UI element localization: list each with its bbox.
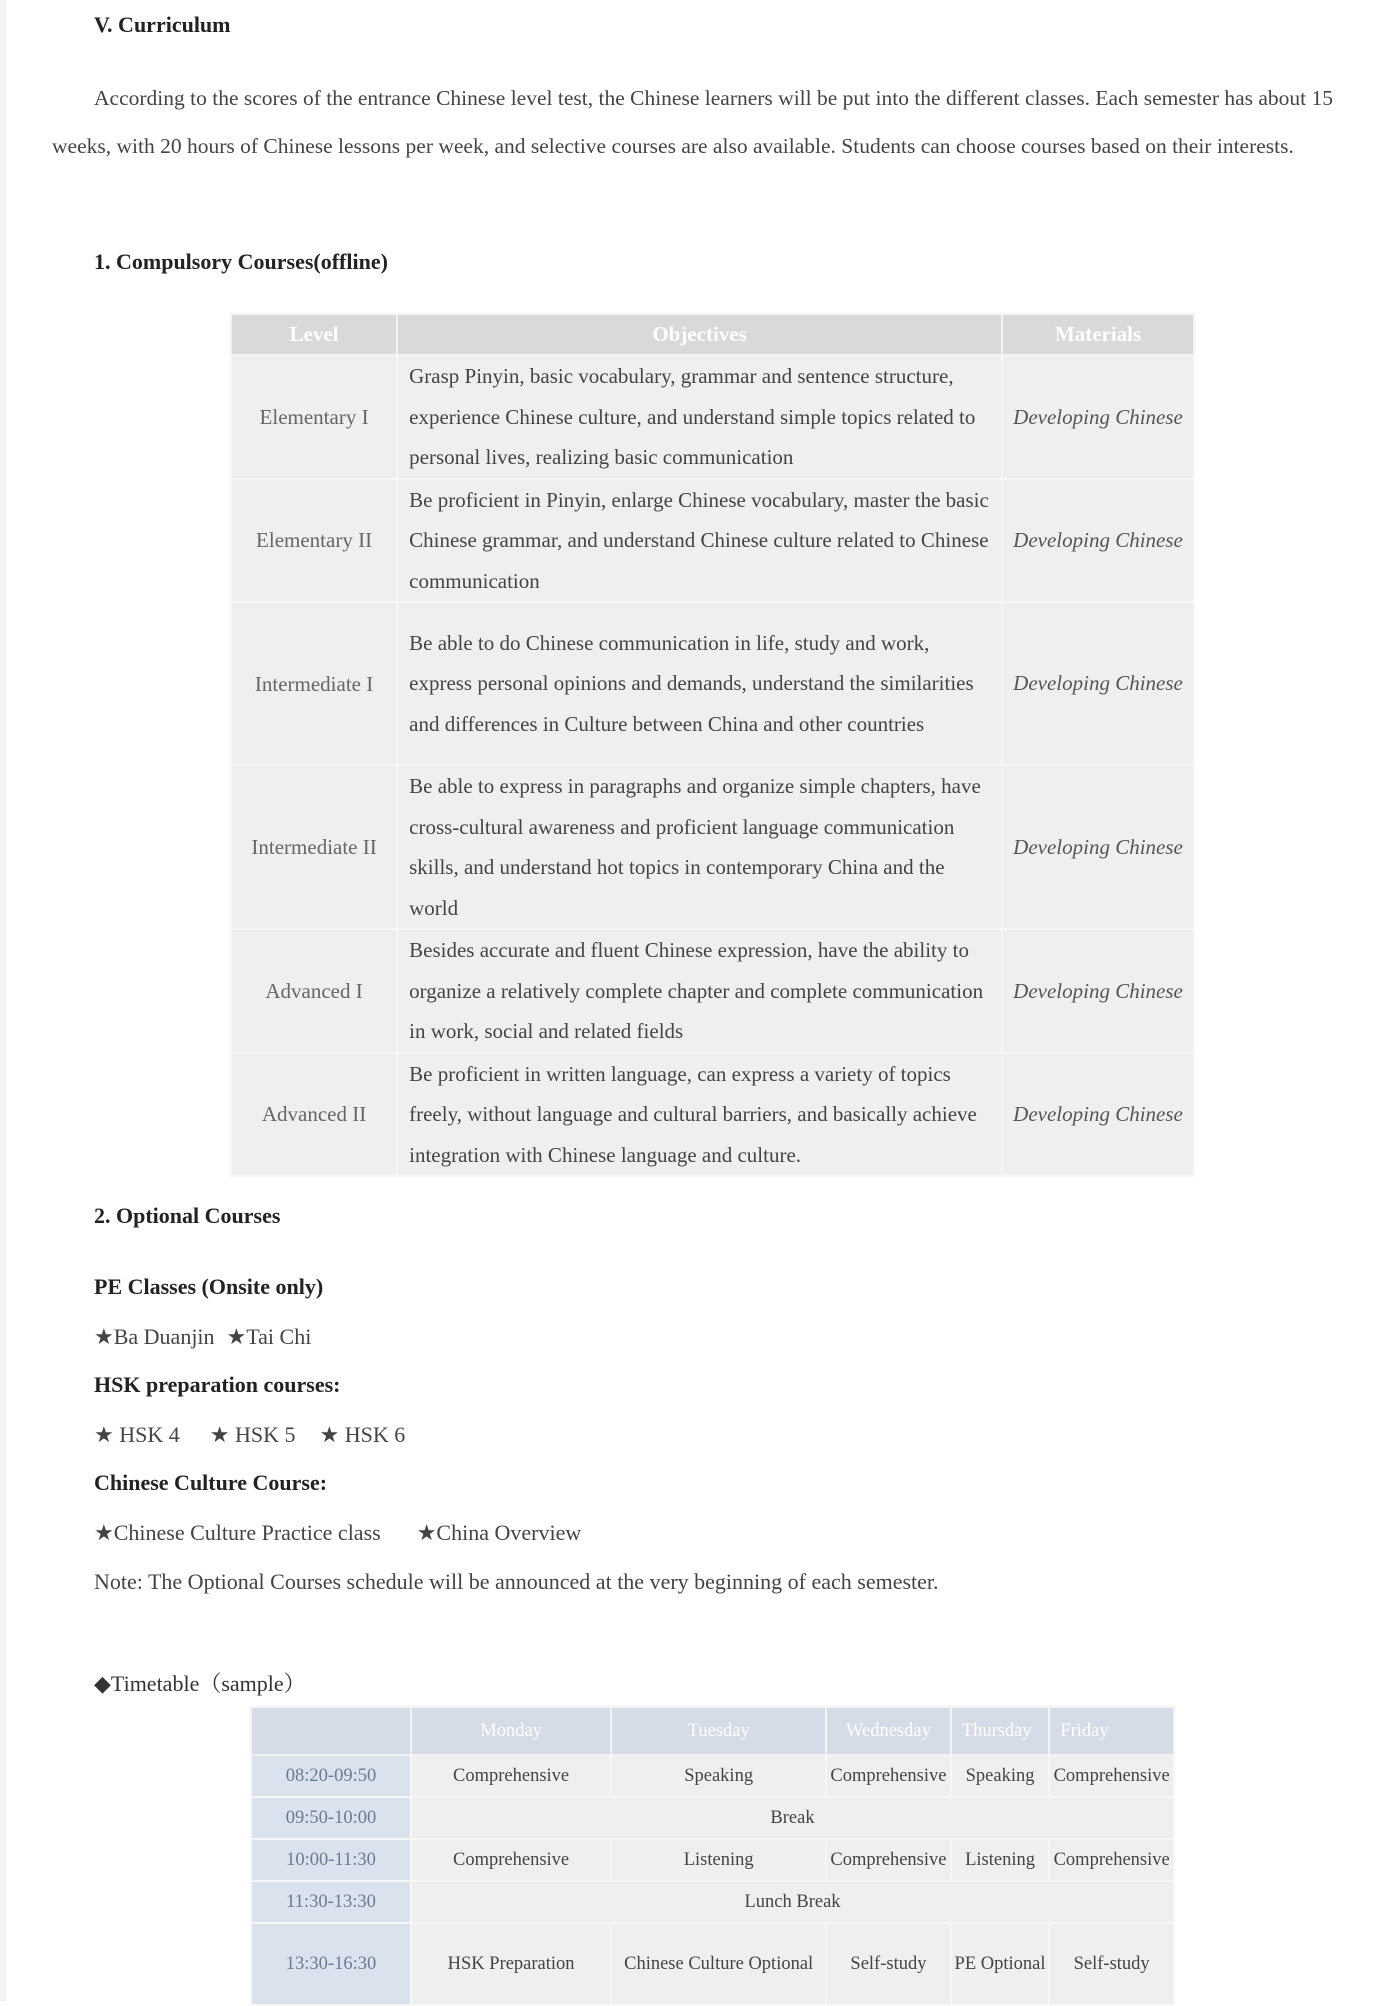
class-cell: PE Optional [951,1923,1050,2005]
table-row [231,929,1194,1053]
table-row [231,355,1194,479]
timetable-row [251,1797,1174,1839]
class-cell: Comprehensive [826,1755,951,1797]
table-header-row [231,314,1194,355]
table-row [231,1053,1194,1177]
class-cell: Self-study [1049,1923,1174,2005]
class-cell: Listening [951,1839,1050,1881]
material-cell: Developing Chinese [1002,602,1194,765]
pe-heading: PE Classes (Onsite only) [94,1274,324,1299]
hsk-item-5: ★ HSK 5 [209,1422,296,1447]
objective-cell: Be able to do Chinese communication in life, study and work, express personal opinions and demands, understand the similarities and differences in Culture between China and other countries [397,602,1002,765]
table-row [231,765,1194,929]
column-header-level: Level [231,314,397,355]
class-cell: Comprehensive [411,1839,611,1881]
objective-cell: Be proficient in written language, can express a variety of topics freely, without language and cultural barriers, and basically achieve integration with Chinese language and culture. [397,1053,1002,1177]
material-cell: Developing Chinese [1002,355,1194,479]
class-cell: Comprehensive [411,1755,611,1797]
timetable-row [251,1839,1174,1881]
material-cell: Developing Chinese [1002,765,1194,929]
optional-note: Note: The Optional Courses schedule will be announced at the very beginning of each semester. [94,1569,939,1594]
column-header-materials: Materials [1002,314,1194,355]
class-cell: Comprehensive [1049,1839,1174,1881]
hsk-heading: HSK preparation courses: [94,1372,341,1397]
class-cell: Comprehensive [1049,1755,1174,1797]
class-cell: Self-study [826,1923,951,2005]
day-header-monday: Monday [411,1707,611,1755]
material-cell: Developing Chinese [1002,929,1194,1053]
optional-heading: 2. Optional Courses [94,1203,281,1228]
intro-paragraph [52,74,1362,170]
lunch-break-cell: Lunch Break [411,1881,1174,1923]
day-header-thursday: Thursday [951,1707,1050,1755]
pe-item-tai-chi: ★Tai Chi [226,1324,312,1349]
timetable-header-row [251,1707,1174,1755]
level-cell: Intermediate I [231,602,397,765]
hsk-items [94,1422,405,1448]
day-header-tuesday: Tuesday [611,1707,826,1755]
class-cell-text: HSK Preparation [447,1954,575,1974]
intro-text: According to the scores of the entrance Chinese level test, the Chinese learners will be put into the different classes. Each semester has about 15 weeks, with 20 hours of Chinese lessons per week, and selective courses are also available. Students can choose courses based on their interests. [52,86,1334,158]
class-cell: Comprehensive [826,1839,951,1881]
level-cell: Intermediate II [231,765,397,929]
time-slot: 08:20-09:50 [251,1755,411,1797]
level-cell: Advanced I [231,929,397,1053]
culture-item-practice: ★Chinese Culture Practice class [94,1520,381,1545]
culture-heading: Chinese Culture Course: [94,1470,328,1495]
level-cell: Advanced II [231,1053,397,1177]
class-cell [411,1923,611,2005]
objective-cell: Be able to express in paragraphs and organize simple chapters, have cross-cultural awareness and proficient language communication skills, and understand hot topics in contemporary China and the world [397,765,1002,929]
day-header-wednesday: Wednesday [826,1707,951,1755]
class-cell: Speaking [951,1755,1050,1797]
table-row [231,602,1194,765]
material-cell: Developing Chinese [1002,1053,1194,1177]
time-slot: 10:00-11:30 [251,1839,411,1881]
class-cell: Speaking [611,1755,826,1797]
time-slot: 13:30-16:30 [251,1923,411,2005]
pe-item-ba-duanjin: ★Ba Duanjin [94,1324,215,1349]
column-header-objectives: Objectives [397,314,1002,355]
section-title: V. Curriculum [94,12,231,37]
timetable-row [251,1755,1174,1797]
compulsory-heading: 1. Compulsory Courses(offline) [94,249,388,274]
level-cell: Elementary II [231,479,397,603]
level-cell: Elementary I [231,355,397,479]
left-margin-bar [0,0,6,2001]
class-cell: Listening [611,1839,826,1881]
hsk-item-6: ★ HSK 6 [319,1422,406,1447]
material-cell: Developing Chinese [1002,479,1194,603]
timetable-title: ◆Timetable（sample） [94,1671,306,1696]
culture-item-overview: ★China Overview [416,1520,582,1545]
timetable-row [251,1881,1174,1923]
time-slot: 09:50-10:00 [251,1797,411,1839]
hsk-item-4: ★ HSK 4 [94,1422,180,1447]
objective-cell: Grasp Pinyin, basic vocabulary, grammar and sentence structure, experience Chinese culture, and understand simple topics related to personal lives, realizing basic communication [397,355,1002,479]
break-cell: Break [411,1797,1174,1839]
objective-cell: Be proficient in Pinyin, enlarge Chinese vocabulary, master the basic Chinese grammar, and understand Chinese culture related to Chinese communication [397,479,1002,603]
objective-cell: Besides accurate and fluent Chinese expression, have the ability to organize a relatively complete chapter and complete communication in work, social and related fields [397,929,1002,1053]
day-header-friday: Friday [1049,1707,1174,1755]
timetable-table [250,1706,1175,2006]
compulsory-courses-table [230,313,1195,1177]
class-cell-text: Chinese Culture Optional [624,1954,814,1974]
culture-items [94,1520,581,1546]
table-row [231,479,1194,603]
timetable-corner-cell [251,1707,411,1755]
timetable-row [251,1923,1174,2005]
pe-items [94,1324,311,1350]
time-slot: 11:30-13:30 [251,1881,411,1923]
class-cell [611,1923,826,2005]
